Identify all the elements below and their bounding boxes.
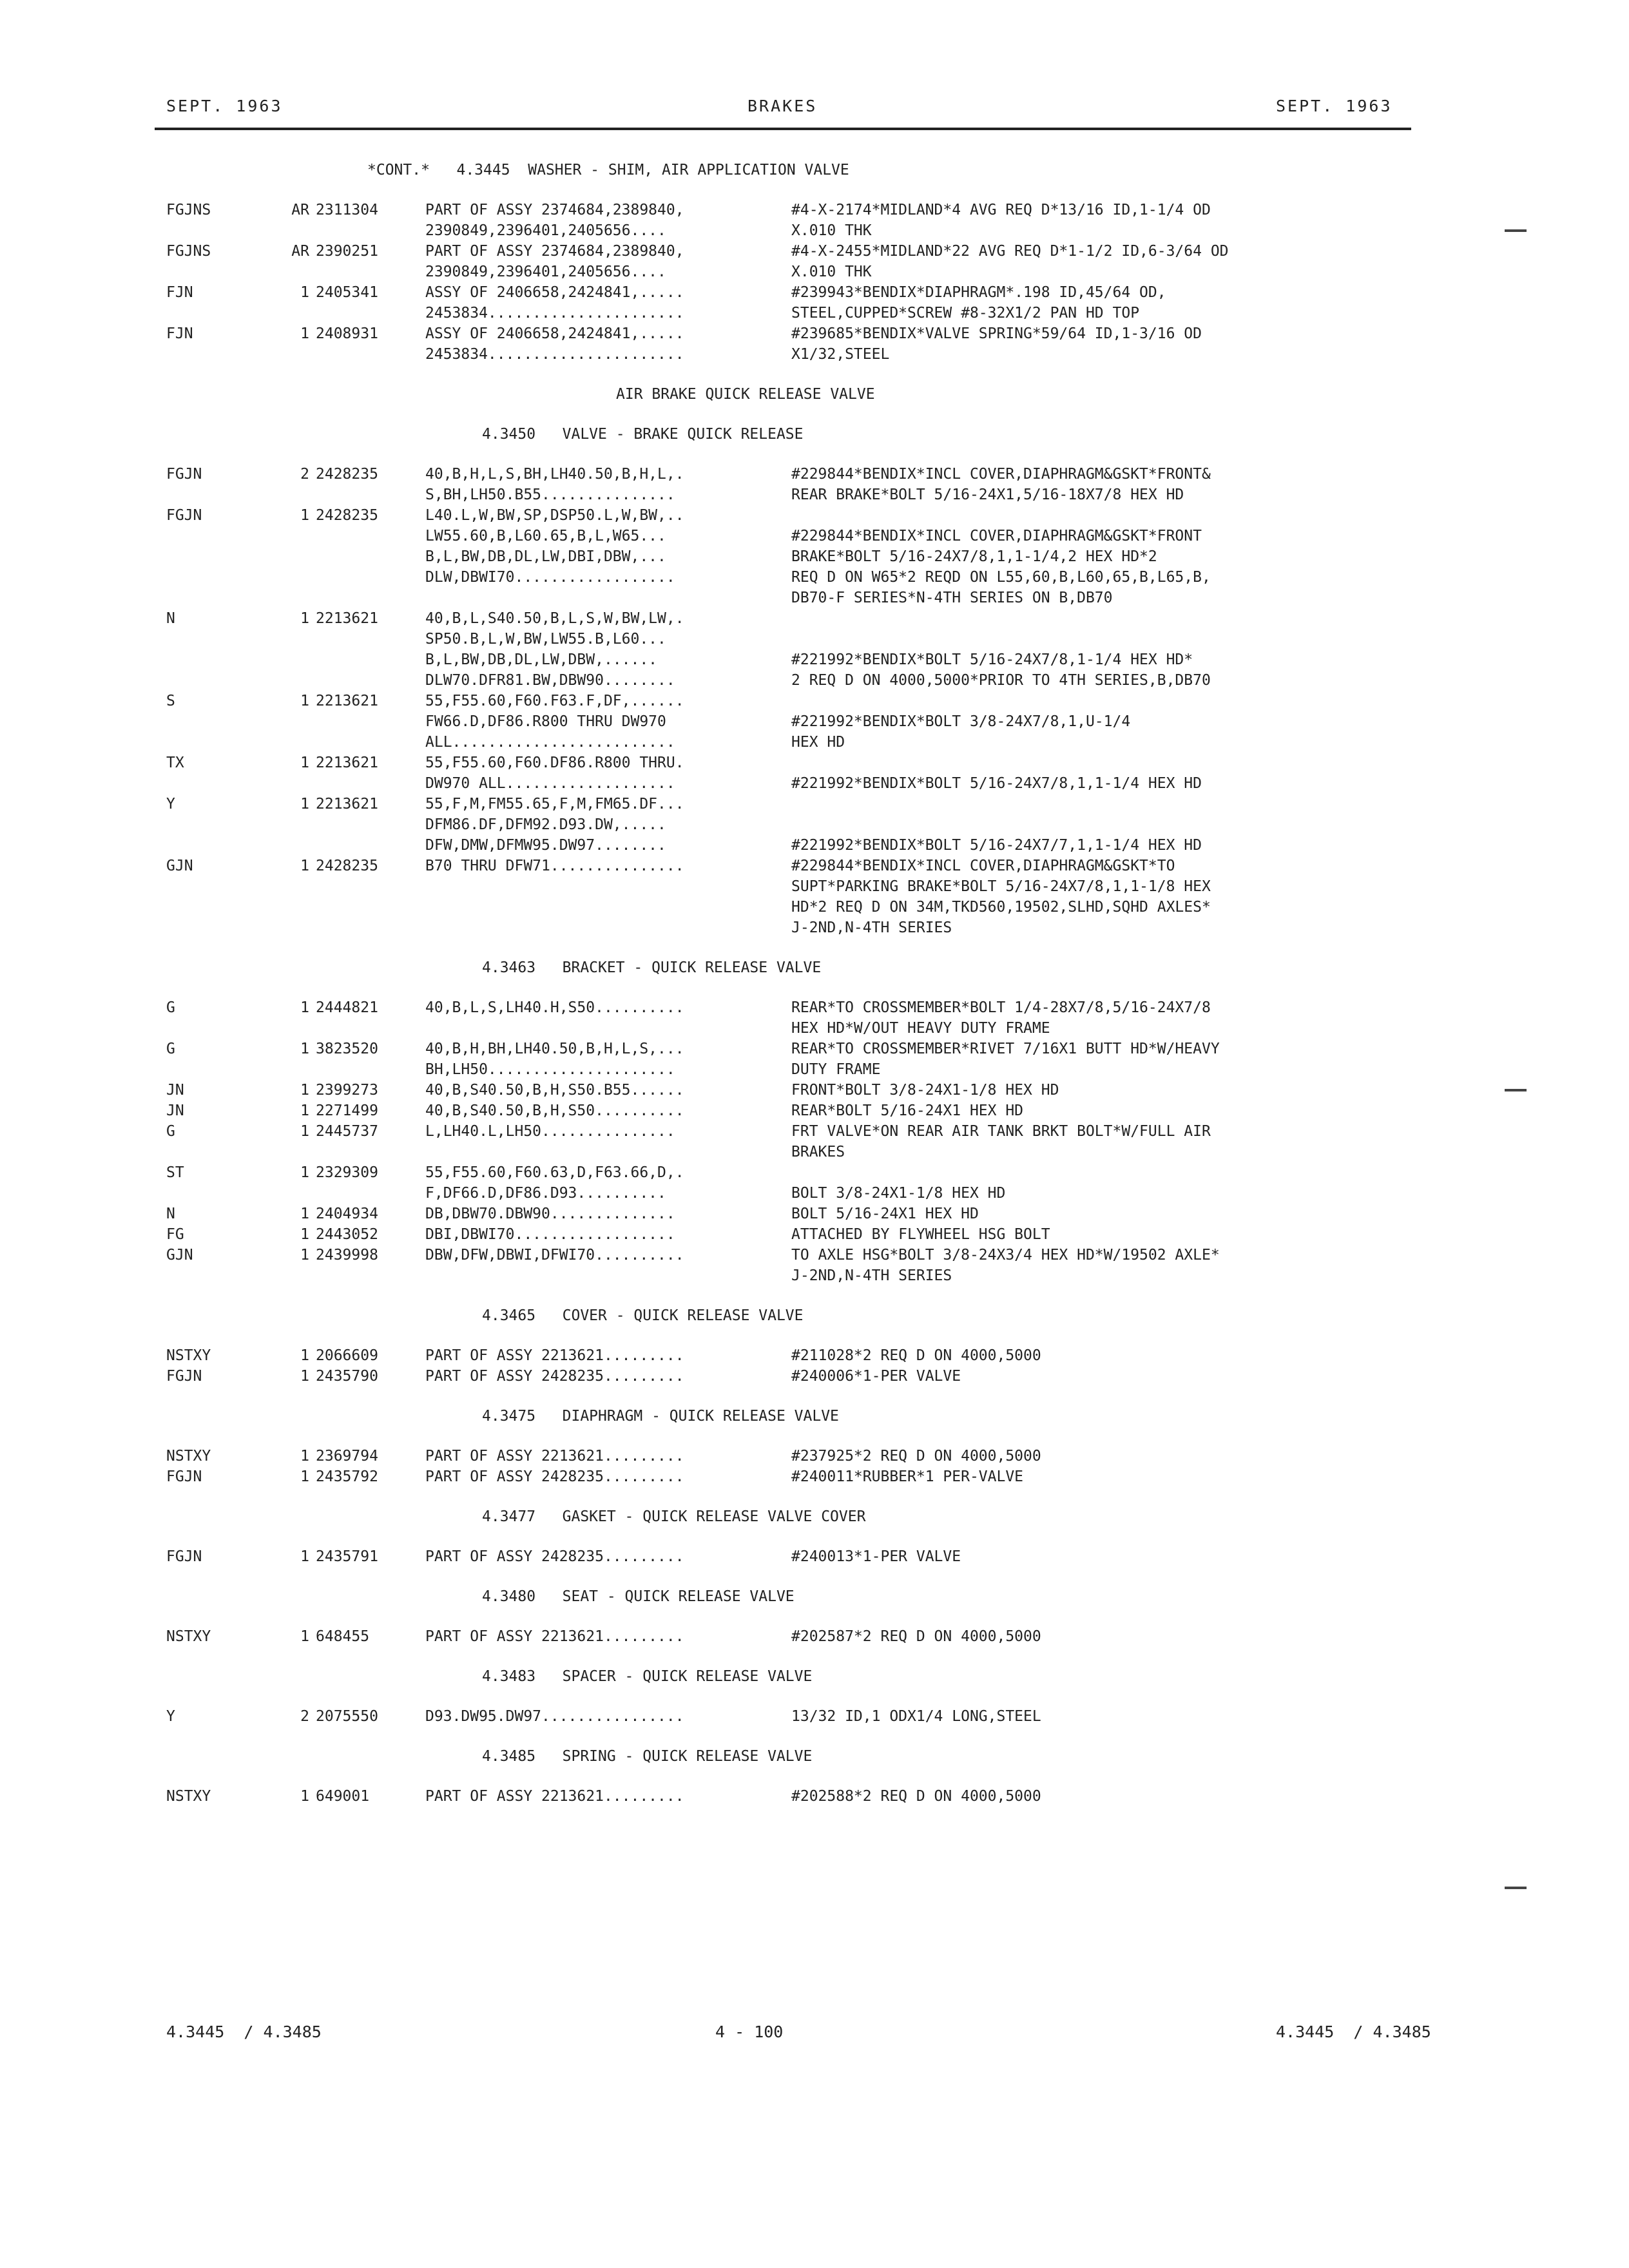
section-heading: *CONT.* 4.3445 WASHER - SHIM, AIR APPLICATION VALVE xyxy=(367,162,849,178)
quantity: 1 xyxy=(300,1247,309,1264)
usage-text: FW66.D,DF86.R800 THRU DW970 xyxy=(425,713,666,730)
description-text: BOLT 5/16-24X1 HEX HD xyxy=(791,1206,979,1222)
part-number: 2435792 xyxy=(316,1468,378,1485)
description-text: #229844*BENDIX*INCL COVER,DIAPHRAGM&GSKT*TO xyxy=(791,858,1175,874)
model-code: FJN xyxy=(166,284,193,301)
model-code: FJN xyxy=(166,325,193,342)
usage-text: 2390849,2396401,2405656.... xyxy=(425,222,666,239)
usage-text: 40,B,L,S40.50,B,L,S,W,BW,LW,. xyxy=(425,610,684,627)
description-text: BOLT 3/8-24X1-1/8 HEX HD xyxy=(791,1185,1006,1202)
parts-row xyxy=(0,794,1629,814)
quantity: 1 xyxy=(300,999,309,1016)
description-text: HD*2 REQ D ON 34M,TKD560,19502,SLHD,SQHD AXLES* xyxy=(791,899,1211,916)
usage-text: 40,B,H,L,S,BH,LH40.50,B,H,L,. xyxy=(425,466,684,483)
model-code: NSTXY xyxy=(166,1788,211,1805)
usage-text: 2390849,2396401,2405656.... xyxy=(425,264,666,280)
parts-row xyxy=(0,835,1629,856)
footer-range-right: 4.3445 / 4.3485 xyxy=(1276,2023,1431,2041)
parts-row xyxy=(0,732,1629,753)
parts-row xyxy=(0,814,1629,835)
parts-row xyxy=(0,546,1629,567)
header-date-right: SEPT. 1963 xyxy=(1276,97,1393,115)
quantity: 1 xyxy=(300,1347,309,1364)
quantity: 1 xyxy=(300,610,309,627)
part-number: 2408931 xyxy=(316,325,378,342)
part-number: 2213621 xyxy=(316,796,378,812)
usage-text: LW55.60,B,L60.65,B,L,W65... xyxy=(425,528,666,544)
usage-text: DB,DBW70.DBW90.............. xyxy=(425,1206,675,1222)
usage-text: PART OF ASSY 2213621......... xyxy=(425,1448,684,1465)
quantity: 1 xyxy=(300,1468,309,1485)
description-text: ATTACHED BY FLYWHEEL HSG BOLT xyxy=(791,1226,1050,1243)
usage-text: PART OF ASSY 2213621......... xyxy=(425,1788,684,1805)
usage-text: PART OF ASSY 2428235......... xyxy=(425,1368,684,1385)
model-code: G xyxy=(166,1123,175,1140)
model-code: FGJNS xyxy=(166,243,211,260)
quantity: 1 xyxy=(300,1448,309,1465)
part-number: 2428235 xyxy=(316,466,378,483)
model-code: FGJN xyxy=(166,1548,202,1565)
quantity: 1 xyxy=(300,754,309,771)
quantity: 1 xyxy=(300,858,309,874)
parts-row xyxy=(0,753,1629,773)
description-text: 13/32 ID,1 ODX1/4 LONG,STEEL xyxy=(791,1708,1041,1725)
parts-row xyxy=(0,323,1629,344)
quantity: 1 xyxy=(300,1123,309,1140)
usage-text: 55,F55.60,F60.F63.F,DF,...... xyxy=(425,693,684,709)
part-number: 2439998 xyxy=(316,1247,378,1264)
header-rule xyxy=(155,128,1411,130)
description-text: #4-X-2174*MIDLAND*4 AVG REQ D*13/16 ID,1-1/4 OD xyxy=(791,202,1211,218)
parts-row xyxy=(0,241,1629,262)
usage-text: D93.DW95.DW97................ xyxy=(425,1708,684,1725)
model-code: Y xyxy=(166,796,175,812)
quantity: 1 xyxy=(300,507,309,524)
model-code: NSTXY xyxy=(166,1628,211,1645)
parts-row xyxy=(0,629,1629,649)
parts-row xyxy=(0,773,1629,794)
description-text: #239685*BENDIX*VALVE SPRING*59/64 ID,1-3/16 OD xyxy=(791,325,1202,342)
usage-text: DBI,DBWI70.................. xyxy=(425,1226,675,1243)
model-code: FGJN xyxy=(166,1468,202,1485)
description-text: #240013*1-PER VALVE xyxy=(791,1548,961,1565)
model-code: JN xyxy=(166,1082,184,1099)
part-number: 2066609 xyxy=(316,1347,378,1364)
quantity: 1 xyxy=(300,1164,309,1181)
section-heading: AIR BRAKE QUICK RELEASE VALVE xyxy=(616,386,875,403)
usage-text: DW970 ALL................... xyxy=(425,775,675,792)
part-number: 2404934 xyxy=(316,1206,378,1222)
description-text: FRT VALVE*ON REAR AIR TANK BRKT BOLT*W/FULL AIR xyxy=(791,1123,1211,1140)
description-text: TO AXLE HSG*BOLT 3/8-24X3/4 HEX HD*W/19502 AXLE* xyxy=(791,1247,1220,1264)
parts-row xyxy=(0,303,1629,323)
quantity: AR xyxy=(291,202,309,218)
description-text: #202587*2 REQ D ON 4000,5000 xyxy=(791,1628,1041,1645)
description-text: DB70-F SERIES*N-4TH SERIES ON B,DB70 xyxy=(791,590,1113,606)
section-heading: 4.3465 COVER - QUICK RELEASE VALVE xyxy=(482,1307,804,1324)
usage-text: S,BH,LH50.B55............... xyxy=(425,486,675,503)
parts-row xyxy=(0,505,1629,526)
model-code: NSTXY xyxy=(166,1448,211,1465)
quantity: 1 xyxy=(300,1206,309,1222)
usage-text: ASSY OF 2406658,2424841,..... xyxy=(425,284,684,301)
parts-row xyxy=(0,567,1629,588)
usage-text: 55,F,M,FM55.65,F,M,FM65.DF... xyxy=(425,796,684,812)
model-code: GJN xyxy=(166,858,193,874)
part-number: 2271499 xyxy=(316,1102,378,1119)
section-heading: 4.3463 BRACKET - QUICK RELEASE VALVE xyxy=(482,959,822,976)
part-number: 2213621 xyxy=(316,610,378,627)
description-text: #239943*BENDIX*DIAPHRAGM*.198 ID,45/64 OD, xyxy=(791,284,1166,301)
description-text: SUPT*PARKING BRAKE*BOLT 5/16-24X7/8,1,1-1/8 HEX xyxy=(791,878,1211,895)
model-code: S xyxy=(166,693,175,709)
usage-text: L,LH40.L,LH50............... xyxy=(425,1123,675,1140)
usage-text: B,L,BW,DB,DL,LW,DBW,...... xyxy=(425,651,658,668)
description-text: BRAKE*BOLT 5/16-24X7/8,1,1-1/4,2 HEX HD*2 xyxy=(791,548,1157,565)
usage-text: ASSY OF 2406658,2424841,..... xyxy=(425,325,684,342)
usage-text: BH,LH50..................... xyxy=(425,1061,675,1078)
part-number: 2329309 xyxy=(316,1164,378,1181)
part-number: 2428235 xyxy=(316,858,378,874)
model-code: FGJN xyxy=(166,466,202,483)
description-text: #202588*2 REQ D ON 4000,5000 xyxy=(791,1788,1041,1805)
quantity: 1 xyxy=(300,284,309,301)
usage-text: PART OF ASSY 2374684,2389840, xyxy=(425,243,684,260)
quantity: 1 xyxy=(300,1226,309,1243)
description-text: REQ D ON W65*2 REQD ON L55,60,B,L60,65,B,L65,B, xyxy=(791,569,1211,586)
parts-row xyxy=(0,262,1629,282)
usage-text: DBW,DFW,DBWI,DFWI70.......... xyxy=(425,1247,684,1264)
usage-text: 55,F55.60,F60.63,D,F63.66,D,. xyxy=(425,1164,684,1181)
description-text: #221992*BENDIX*BOLT 3/8-24X7/8,1,U-1/4 xyxy=(791,713,1131,730)
quantity: 1 xyxy=(300,796,309,812)
description-text: BRAKES xyxy=(791,1144,845,1160)
parts-row xyxy=(0,220,1629,241)
model-code: G xyxy=(166,999,175,1016)
parts-row xyxy=(0,1162,1629,1183)
part-number: 2369794 xyxy=(316,1448,378,1465)
header-date-left: SEPT. 1963 xyxy=(166,97,283,115)
quantity: 1 xyxy=(300,1788,309,1805)
quantity: AR xyxy=(291,243,309,260)
parts-row xyxy=(0,997,1629,1018)
usage-text: ALL......................... xyxy=(425,734,675,751)
model-code: GJN xyxy=(166,1247,193,1264)
usage-text: DLW,DBWI70.................. xyxy=(425,569,675,586)
parts-row xyxy=(0,1183,1629,1204)
usage-text: PART OF ASSY 2428235......... xyxy=(425,1468,684,1485)
section-heading: 4.3480 SEAT - QUICK RELEASE VALVE xyxy=(482,1588,795,1605)
description-text: X.010 THK xyxy=(791,222,872,239)
parts-row xyxy=(0,1366,1629,1387)
usage-text: PART OF ASSY 2213621......... xyxy=(425,1347,684,1364)
parts-row xyxy=(0,691,1629,711)
margin-mark xyxy=(1505,229,1527,232)
description-text: #221992*BENDIX*BOLT 5/16-24X7/8,1,1-1/4 HEX HD xyxy=(791,775,1202,792)
usage-text: F,DF66.D,DF86.D93.......... xyxy=(425,1185,666,1202)
description-text: #229844*BENDIX*INCL COVER,DIAPHRAGM&GSKT*FRONT xyxy=(791,528,1202,544)
part-number: 2399273 xyxy=(316,1082,378,1099)
quantity: 1 xyxy=(300,1368,309,1385)
description-text: REAR*TO CROSSMEMBER*BOLT 1/4-28X7/8,5/16-24X7/8 xyxy=(791,999,1211,1016)
description-text: #221992*BENDIX*BOLT 5/16-24X7/8,1-1/4 HEX HD* xyxy=(791,651,1193,668)
part-number: 3823520 xyxy=(316,1041,378,1057)
part-number: 2444821 xyxy=(316,999,378,1016)
parts-row xyxy=(0,200,1629,220)
parts-row xyxy=(0,876,1629,897)
usage-text: DFM86.DF,DFM92.D93.DW,..... xyxy=(425,816,666,833)
usage-text: DLW70.DFR81.BW,DBW90........ xyxy=(425,672,675,689)
description-text: J-2ND,N-4TH SERIES xyxy=(791,1267,952,1284)
usage-text: SP50.B,L,W,BW,LW55.B,L60... xyxy=(425,631,666,648)
parts-row xyxy=(0,1626,1629,1647)
parts-row xyxy=(0,1224,1629,1245)
part-number: 2213621 xyxy=(316,693,378,709)
quantity: 1 xyxy=(300,1548,309,1565)
part-number: 2435791 xyxy=(316,1548,378,1565)
usage-text: B,L,BW,DB,DL,LW,DBI,DBW,... xyxy=(425,548,666,565)
parts-row xyxy=(0,344,1629,365)
quantity: 1 xyxy=(300,1102,309,1119)
usage-text: 2453834...................... xyxy=(425,346,684,363)
description-text: #240011*RUBBER*1 PER-VALVE xyxy=(791,1468,1024,1485)
quantity: 1 xyxy=(300,1082,309,1099)
parts-row xyxy=(0,1080,1629,1100)
model-code: ST xyxy=(166,1164,184,1181)
model-code: FGJN xyxy=(166,1368,202,1385)
parts-row xyxy=(0,897,1629,918)
model-code: NSTXY xyxy=(166,1347,211,1364)
part-number: 2075550 xyxy=(316,1708,378,1725)
description-text: DUTY FRAME xyxy=(791,1061,881,1078)
parts-row xyxy=(0,282,1629,303)
usage-text: DFW,DMW,DFMW95.DW97........ xyxy=(425,837,666,854)
usage-text: PART OF ASSY 2428235......... xyxy=(425,1548,684,1565)
parts-row xyxy=(0,1786,1629,1807)
description-text: #240006*1-PER VALVE xyxy=(791,1368,961,1385)
parts-row xyxy=(0,1100,1629,1121)
quantity: 1 xyxy=(300,1628,309,1645)
part-number: 2405341 xyxy=(316,284,378,301)
quantity: 1 xyxy=(300,1041,309,1057)
part-number: 649001 xyxy=(316,1788,370,1805)
parts-row xyxy=(0,1466,1629,1487)
usage-text: 40,B,S40.50,B,H,S50.B55...... xyxy=(425,1082,684,1099)
model-code: N xyxy=(166,1206,175,1222)
description-text: REAR BRAKE*BOLT 5/16-24X1,5/16-18X7/8 HEX HD xyxy=(791,486,1184,503)
part-number: 2390251 xyxy=(316,243,378,260)
description-text: STEEL,CUPPED*SCREW #8-32X1/2 PAN HD TOP xyxy=(791,305,1140,322)
model-code: FG xyxy=(166,1226,184,1243)
parts-row xyxy=(0,608,1629,629)
parts-row xyxy=(0,526,1629,546)
section-heading: 4.3483 SPACER - QUICK RELEASE VALVE xyxy=(482,1668,813,1685)
section-heading: 4.3477 GASKET - QUICK RELEASE VALVE COVER xyxy=(482,1508,866,1525)
footer-page-number: 4 - 100 xyxy=(715,2023,784,2041)
quantity: 1 xyxy=(300,325,309,342)
usage-text: PART OF ASSY 2213621......... xyxy=(425,1628,684,1645)
part-number: 648455 xyxy=(316,1628,370,1645)
part-number: 2443052 xyxy=(316,1226,378,1243)
parts-row xyxy=(0,1546,1629,1567)
margin-mark xyxy=(1505,1887,1527,1889)
model-code: N xyxy=(166,610,175,627)
description-text: 2 REQ D ON 4000,5000*PRIOR TO 4TH SERIES,B,DB70 xyxy=(791,672,1211,689)
parts-row xyxy=(0,464,1629,485)
usage-text: 40,B,S40.50,B,H,S50.......... xyxy=(425,1102,684,1119)
section-heading: 4.3450 VALVE - BRAKE QUICK RELEASE xyxy=(482,426,804,443)
part-number: 2435790 xyxy=(316,1368,378,1385)
parts-row xyxy=(0,485,1629,505)
part-number: 2213621 xyxy=(316,754,378,771)
margin-mark xyxy=(1505,1089,1527,1091)
quantity: 2 xyxy=(300,1708,309,1725)
model-code: JN xyxy=(166,1102,184,1119)
description-text: #221992*BENDIX*BOLT 5/16-24X7/7,1,1-1/4 HEX HD xyxy=(791,837,1202,854)
description-text: #237925*2 REQ D ON 4000,5000 xyxy=(791,1448,1041,1465)
parts-row xyxy=(0,918,1629,938)
usage-text: 40,B,L,S,LH40.H,S50.......... xyxy=(425,999,684,1016)
quantity: 1 xyxy=(300,693,309,709)
description-text: X1/32,STEEL xyxy=(791,346,890,363)
parts-row xyxy=(0,1018,1629,1039)
usage-text: 2453834...................... xyxy=(425,305,684,322)
parts-row xyxy=(0,856,1629,876)
parts-row xyxy=(0,1265,1629,1286)
description-text: REAR*TO CROSSMEMBER*RIVET 7/16X1 BUTT HD*W/HEAVY xyxy=(791,1041,1220,1057)
parts-row xyxy=(0,588,1629,608)
parts-row xyxy=(0,1121,1629,1142)
description-text: X.010 THK xyxy=(791,264,872,280)
parts-row xyxy=(0,1446,1629,1466)
model-code: TX xyxy=(166,754,184,771)
parts-row xyxy=(0,670,1629,691)
section-heading: 4.3475 DIAPHRAGM - QUICK RELEASE VALVE xyxy=(482,1408,839,1425)
description-text: FRONT*BOLT 3/8-24X1-1/8 HEX HD xyxy=(791,1082,1059,1099)
parts-row xyxy=(0,711,1629,732)
description-text: REAR*BOLT 5/16-24X1 HEX HD xyxy=(791,1102,1024,1119)
parts-row xyxy=(0,1142,1629,1162)
footer-range-left: 4.3445 / 4.3485 xyxy=(166,2023,322,2041)
description-text: HEX HD xyxy=(791,734,845,751)
header-title: BRAKES xyxy=(747,97,818,115)
parts-row xyxy=(0,1345,1629,1366)
usage-text: 55,F55.60,F60.DF86.R800 THRU. xyxy=(425,754,684,771)
part-number: 2311304 xyxy=(316,202,378,218)
description-text: #211028*2 REQ D ON 4000,5000 xyxy=(791,1347,1041,1364)
section-heading: 4.3485 SPRING - QUICK RELEASE VALVE xyxy=(482,1748,813,1765)
description-text: #229844*BENDIX*INCL COVER,DIAPHRAGM&GSKT*FRONT& xyxy=(791,466,1211,483)
usage-text: 40,B,H,BH,LH40.50,B,H,L,S,... xyxy=(425,1041,684,1057)
parts-row xyxy=(0,1059,1629,1080)
description-text: J-2ND,N-4TH SERIES xyxy=(791,919,952,936)
model-code: FGJNS xyxy=(166,202,211,218)
part-number: 2428235 xyxy=(316,507,378,524)
description-text: #4-X-2455*MIDLAND*22 AVG REQ D*1-1/2 ID,6-3/64 OD xyxy=(791,243,1229,260)
quantity: 2 xyxy=(300,466,309,483)
parts-row xyxy=(0,1039,1629,1059)
model-code: FGJN xyxy=(166,507,202,524)
usage-text: B70 THRU DFW71............... xyxy=(425,858,684,874)
parts-row xyxy=(0,1245,1629,1265)
parts-row xyxy=(0,1204,1629,1224)
usage-text: PART OF ASSY 2374684,2389840, xyxy=(425,202,684,218)
description-text: HEX HD*W/OUT HEAVY DUTY FRAME xyxy=(791,1020,1050,1037)
part-number: 2445737 xyxy=(316,1123,378,1140)
model-code: G xyxy=(166,1041,175,1057)
usage-text: L40.L,W,BW,SP,DSP50.L,W,BW,.. xyxy=(425,507,684,524)
parts-row xyxy=(0,649,1629,670)
model-code: Y xyxy=(166,1708,175,1725)
parts-row xyxy=(0,1706,1629,1727)
